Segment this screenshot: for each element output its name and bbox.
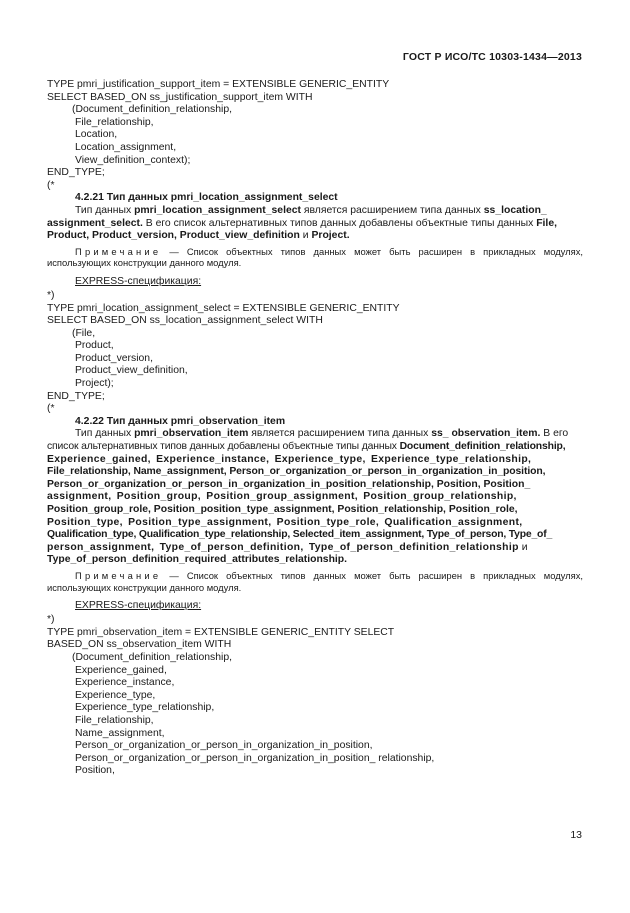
code-item: File_relationship, [75,116,154,128]
code-item: Location, [75,129,118,141]
note: Примечание — Список объектных типов данных может быть расширен в прикладных модулях, использующих конструкции данного модуля. [47,569,583,593]
bold-list-line: Person_or_organization_or_person_in_organization_in_position_relationship, Position, Position_ [47,478,531,490]
code-item: Project); [75,378,114,390]
code-line: TYPE pmri_justification_support_item = EXTENSIBLE GENERIC_ENTITY [47,79,390,90]
code-end: END_TYPE; [47,390,105,402]
code-item: Product_view_definition, [75,365,188,377]
code-item: Experience_instance, [75,677,175,689]
code-item: (Document_definition_relationship, [72,104,232,116]
express-spec-label: EXPRESS-спецификация: [75,275,202,287]
paragraph-line: список альтернативных типов данных добавлены объектные типы данных Document_definition_relationship, [47,441,566,453]
code-item: View_definition_context); [75,154,191,166]
page-number: 13 [570,829,582,841]
comment-close: *) [47,289,55,301]
code-line: TYPE pmri_location_assignment_select = EXTENSIBLE GENERIC_ENTITY [47,302,400,314]
code-line: BASED_ON ss_observation_item WITH [47,639,232,651]
paragraph-line: person_assignment, Type_of_person_definition, Type_of_person_definition_relationship и [47,541,528,553]
bold-list-line: Position_group_role, Position_position_type_assignment, Position_relationship, Position_role, [47,504,518,515]
code-item: (Document_definition_relationship, [72,651,232,663]
code-item: Experience_type, [75,689,156,701]
section-heading-4221: 4.2.21 Тип данных pmri_location_assignment_select [75,192,338,204]
code-item: Location_assignment, [75,141,177,153]
express-spec-label: EXPRESS-спецификация: [75,600,202,612]
paragraph-line: assignment_select. В его список альтернативных типов данных добавлены объектные типы данных File, [47,217,557,229]
comment-close: *) [47,614,55,626]
note: Примечание — Список объектных типов данных может быть расширен в прикладных модулях, использующих конструкции данного модуля. [47,245,583,269]
bold-list-line: File_relationship, Name_assignment, Person_or_organization_or_person_in_organization_in_position, [47,466,546,478]
code-line: SELECT BASED_ON ss_location_assignment_select WITH [47,315,323,327]
paragraph-line: Type_of_person_definition_required_attributes_relationship. [47,554,348,566]
code-item: Name_assignment, [75,727,165,739]
bold-list-line: Position_type, Position_type_assignment, Position_type_role, Qualification_assignment, [47,516,523,528]
code-line: TYPE pmri_observation_item = EXTENSIBLE GENERIC_ENTITY SELECT [47,626,395,638]
code-item: Person_or_organization_or_person_in_organization_in_position, [75,740,373,752]
page-body [47,79,583,778]
bold-list-line: assignment, Position_group, Position_group_assignment, Position_group_relationship, [47,491,517,503]
comment-open: (* [47,179,55,191]
bold-list-line: Experience_gained, Experience_instance, Experience_type, Experience_type_relationship, [47,453,532,465]
code-end: END_TYPE; [47,167,105,179]
code-item: (File, [72,327,96,339]
bold-list-line: Qualification_type, Qualification_type_relationship, Selected_item_assignment, Type_of_person, Type_of_ [47,529,553,541]
section-heading-4222: 4.2.22 Тип данных pmri_observation_item [75,415,286,427]
comment-open: (* [47,403,55,415]
standard-header: ГОСТ Р ИСО/ТС 10303-1434—2013 [402,51,582,63]
code-item: Position, [75,765,115,777]
paragraph-line: Тип данных pmri_location_assignment_select является расширением типа данных ss_location_ [75,204,547,216]
paragraph-line: Тип данных pmri_observation_item является расширением типа данных ss_ observation_item. В его [75,428,569,440]
code-line: SELECT BASED_ON ss_justification_support_item WITH [47,91,313,103]
code-item: Person_or_organization_or_person_in_organization_in_position_ relationship, [75,752,435,764]
code-item: Product_version, [75,352,153,364]
code-item: Experience_type_relationship, [75,702,215,714]
paragraph-line: Product, Product_version, Product_view_definition и Project. [47,230,350,242]
code-item: Experience_gained, [75,664,167,676]
code-item: Product, [75,340,114,352]
code-item: File_relationship, [75,714,154,726]
